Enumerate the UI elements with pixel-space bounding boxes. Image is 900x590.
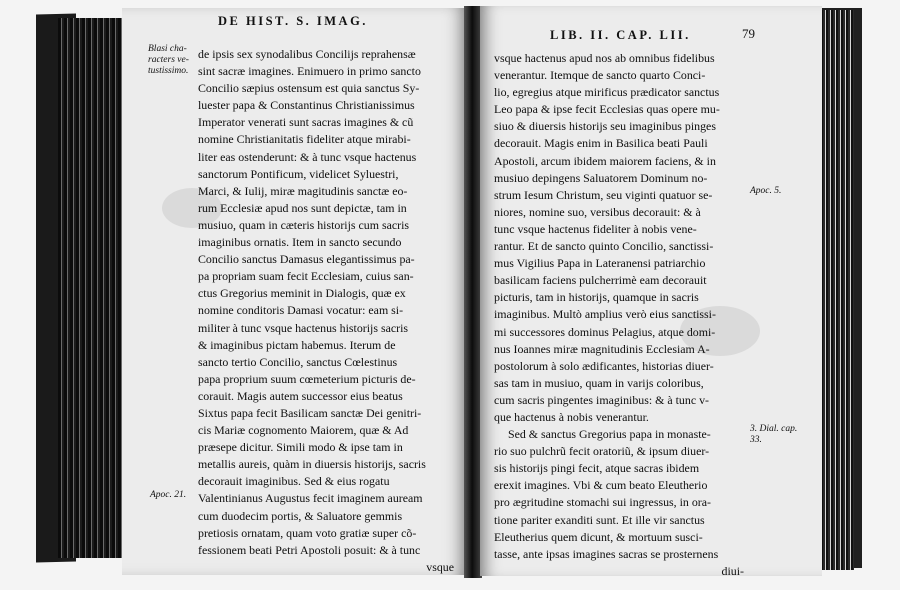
left-margin-note-2: Apoc. 21.: [150, 490, 187, 500]
text-line: fessionem beati Petri Apostoli posuit: & à tunc: [198, 542, 421, 557]
text-line: musiuo, quam in cæteris historijs cum sacris: [198, 217, 410, 232]
text-line: nus Ioannes miræ magnitudinis Ecclesiam A-: [494, 341, 710, 356]
text-line: papa proprium suum cœmeterium picturis de-: [198, 371, 416, 386]
text-line: erexit imagines. Vbi & cum beato Eleutherio: [494, 478, 708, 493]
catchword: diui-: [721, 563, 744, 576]
text-line: rantur. Et de sancto quinto Concilio, sanctissi-: [494, 239, 714, 254]
left-running-head: DE HIST. S. IMAG.: [218, 14, 368, 28]
text-line: cum duodecim portis, & Saluatore gemmis: [198, 508, 403, 523]
text-line: que hactenus à nobis venerantur.: [494, 409, 649, 424]
text-line: cum sacris pingentes imaginibus: & à tunc v-: [494, 392, 709, 407]
text-line: sas tam in musiuo, quam in varijs coloribus,: [494, 375, 704, 390]
text-line: imaginibus ornatis. Item in sancto secundo: [198, 235, 402, 250]
text-line: Apostoli, arcum ibidem maiorem faciens, & in: [494, 153, 716, 168]
right-margin-note-1: Apoc. 5.: [750, 186, 782, 196]
text-line: Sixtus papa fecit Basilicam sanctæ Dei genitri-: [198, 405, 422, 420]
text-line: luester papa & Constantinus Christianissimus: [198, 98, 415, 113]
text-line: pretiosis ornatam, quam voto gratiæ super cõ-: [198, 525, 417, 540]
left-text-block: [198, 46, 460, 575]
text-line: nomine conditoris Damasi vocatur: eam si-: [198, 303, 404, 318]
left-page: [122, 8, 467, 575]
text-line: decorauit. Magis enim in Basilica beati Pauli: [494, 136, 708, 151]
text-line: strum Iesum Christum, seu viginti quatuor se-: [494, 187, 713, 202]
text-line: Sed & sanctus Gregorius papa in monaste-: [508, 427, 711, 442]
text-line: musiuo depingens Saluatorem Dominum no-: [494, 170, 708, 185]
text-line: tione pariter exanditi sunt. Et ille vir sanctus: [494, 512, 705, 527]
text-line: postolorum à solo ædificantes, historias diuer-: [494, 358, 714, 373]
text-line: imaginibus. Multò amplius verò eius sanctissi-: [494, 307, 716, 322]
text-line: venerantur. Itemque de sancto quarto Conci-: [494, 68, 706, 83]
text-line: & imaginibus pictam habemus. Iterum de: [198, 337, 396, 352]
text-line: sis historijs pingi fecit, atque sacras ibidem: [494, 461, 700, 476]
text-line: militer à tunc vsque hactenus historijs sacris: [198, 320, 409, 335]
text-line: sint sacræ imagines. Enimuero in primo sancto: [198, 64, 421, 79]
right-margin-note-2: 3. Dial. cap. 33.: [750, 424, 798, 445]
text-line: metallis aureis, quàm in diuersis historijs, sacris: [198, 457, 426, 472]
text-line: Eleutherius quem dicunt, & mortuum susci-: [494, 529, 703, 544]
text-line: ctus Gregorius meminit in Dialogis, quæ ex: [198, 286, 406, 301]
text-line: Concilio sanctus Damasus elegantissimus pa-: [198, 252, 415, 267]
text-line: Concilio sæpius ostensum est quia sanctus Sy-: [198, 81, 420, 96]
text-line: pro ægritudine stomachi sui ingressus, in ora-: [494, 495, 711, 510]
left-margin-note-1: Blasi cha- racters ve- tustissimo.: [148, 44, 189, 76]
text-line: pa propriam suam fecit Ecclesiam, cuius san-: [198, 269, 414, 284]
text-line: basilicam faciens pulcherrimè eam decorauit: [494, 273, 707, 288]
text-line: sancto tertio Concilio, sanctus Cœlestinus: [198, 354, 398, 369]
text-line: picturis, tam in historijs, quamque in sacris: [494, 290, 699, 305]
text-line: liter eas ostenderunt: & à tunc vsque hactenus: [198, 149, 417, 164]
text-line: decorauit imaginibus. Sed & eius rogatu: [198, 474, 390, 489]
text-line: Valentinianus Augustus fecit imaginem auream: [198, 491, 423, 506]
text-line: vsque hactenus apud nos ab omnibus fidelibus: [494, 51, 715, 65]
text-line: rio suo pulchrũ fecit oratoriũ, & ipsum diuer-: [494, 444, 710, 459]
text-line: lio, egregius atque mirificus prædicator sanctus: [494, 85, 720, 100]
right-page: [480, 6, 822, 576]
text-line: siuo & diuersis historijs seu imaginibus pinges: [494, 119, 716, 134]
catchword: vsque: [426, 559, 454, 574]
text-line: tasse, ante ipsas imagines sacras se prosternens: [494, 546, 719, 561]
text-line: niores, nomine suo, versibus decorauit: & à: [494, 204, 701, 219]
text-line: sanctorum Pontificum, videlicet Syluestri,: [198, 166, 399, 181]
text-line: præsepe dicitur. Simili modo & ipse tam in: [198, 440, 403, 455]
text-line: cis Mariæ cognomento Maiorem, quæ & Ad: [198, 423, 409, 438]
text-line: nomine Christianitatis fideliter atque mirabi-: [198, 132, 411, 147]
text-line: Imperator venerati sunt sacras imagines & cũ: [198, 115, 414, 130]
text-line: de ipsis sex synodalibus Concilijs reprahensæ: [198, 47, 416, 61]
right-page-edges: [818, 10, 854, 570]
right-text-block: [494, 50, 750, 576]
text-line: rum Ecclesiæ apud nos sunt depictæ, tam in: [198, 200, 407, 215]
text-line: mus Vigilius Papa in Lateranensi patriarchio: [494, 256, 706, 271]
text-line: mi successores dominus Pelagius, atque domi-: [494, 324, 716, 339]
text-line: corauit. Magis autem successor eius beatus: [198, 388, 403, 403]
text-line: tunc vsque hactenus fideliter à nobis vene-: [494, 221, 697, 236]
right-running-head: LIB. II. CAP. LII.: [550, 28, 691, 42]
left-page-edges: [58, 18, 128, 558]
text-line: Marci, & Iulij, miræ magitudinis sanctæ eo-: [198, 183, 408, 198]
page-number: 79: [742, 26, 755, 41]
text-line: Leo papa & ipse fecit Ecclesias quas opere mu-: [494, 102, 720, 117]
